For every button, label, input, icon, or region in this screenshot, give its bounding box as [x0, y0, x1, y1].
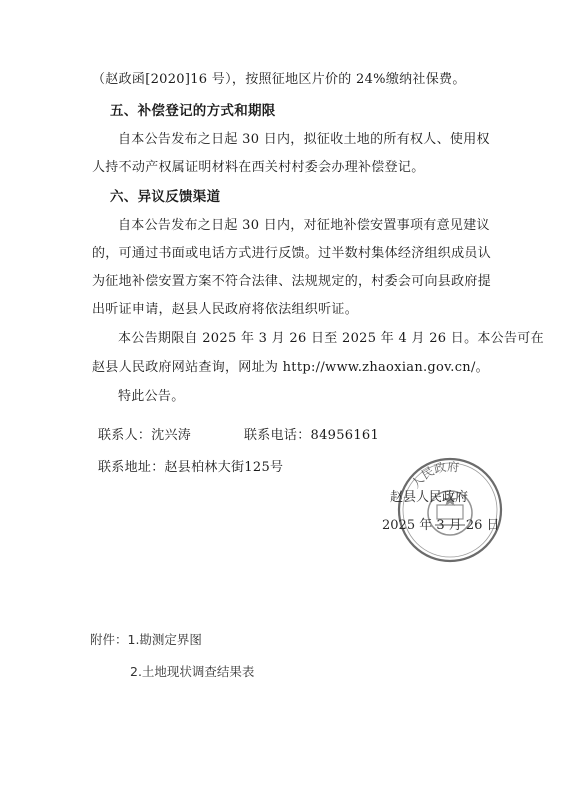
section6-heading: 六、异议反馈渠道	[110, 189, 221, 205]
section5-heading: 五、补偿登记的方式和期限	[110, 103, 276, 119]
section5-para-line1: 自本公告发布之日起 30 日内，拟征收土地的所有权人、使用权	[118, 132, 490, 147]
seal-arc-text: 人民政府	[408, 459, 460, 491]
attachment-item-2: 2.土地现状调查结果表	[130, 664, 255, 679]
contact-person: 联系人：沈兴涛	[98, 428, 192, 443]
section6-para-line4: 出听证申请，赵县人民政府将依法组织听证。	[92, 302, 359, 317]
intro-tail: （赵政函[2020]16 号），按照征地区片价的 24%缴纳社保费。	[92, 72, 466, 87]
contact-address: 联系地址：赵县柏林大街125号	[98, 460, 284, 475]
period-line1: 本公告期限自 2025 年 3 月 26 日至 2025 年 4 月 26 日。本公告可在	[118, 331, 544, 346]
section5-para-line2: 人持不动产权属证明材料在西关村村委会办理补偿登记。	[92, 160, 425, 175]
issuer-name: 赵县人民政府	[390, 490, 469, 505]
section6-para-line2: 的，可通过书面或电话方式进行反馈。过半数村集体经济组织成员认	[92, 246, 492, 261]
official-seal	[395, 455, 505, 565]
contact-phone: 联系电话：84956161	[244, 428, 380, 443]
issue-date: 2025 年 3 月 26 日	[382, 518, 500, 533]
section6-para-line3: 为征地补偿安置方案不符合法律、法规规定的，村委会可向县政府提	[92, 274, 492, 289]
period-line2: 赵县人民政府网站查询，网址为 http://www.zhaoxian.gov.cn/。	[92, 360, 489, 375]
attachment-item-1: 附件：1.勘测定界图	[90, 632, 202, 647]
section6-para-line1: 自本公告发布之日起 30 日内，对征地补偿安置事项有意见建议	[118, 218, 490, 233]
closing-text: 特此公告。	[118, 389, 185, 404]
